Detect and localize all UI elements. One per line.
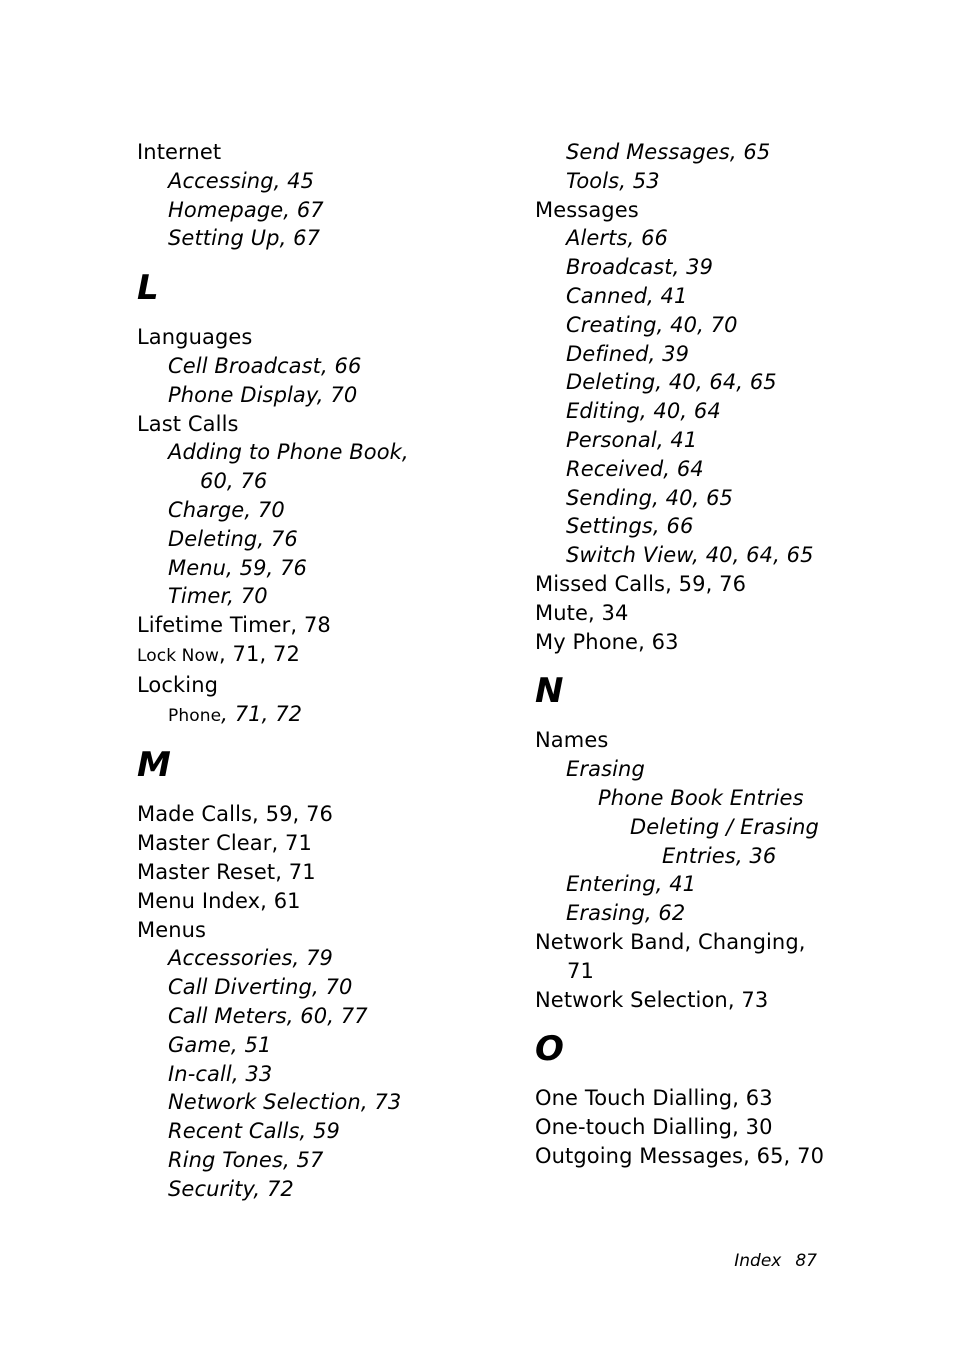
index-entry: Menu Index, 61 [137, 888, 301, 913]
index-subentry: Recent Calls, 59 [168, 1119, 341, 1144]
index-column-left [137, 138, 517, 1204]
index-subentry: Switch View, 40, 64, 65 [566, 543, 814, 568]
index-entry: One Touch Dialling, 63 [535, 1086, 773, 1111]
index-subentry: Menu, 59, 76 [168, 555, 308, 580]
index-entry: Network Band, Changing, [535, 929, 806, 954]
index-subentry: Settings, 66 [566, 514, 694, 539]
index-entry: Languages [137, 325, 253, 350]
index-entry-pages: , 71, 72 [219, 641, 300, 666]
index-entry: One-touch Dialling, 30 [535, 1115, 773, 1140]
index-subentry: Entering, 41 [566, 872, 697, 897]
index-subentry: In-call, 33 [168, 1061, 273, 1086]
index-entry: Last Calls [137, 411, 239, 436]
index-subentry: Homepage, 67 [168, 197, 324, 222]
index-subentry: Cell Broadcast, 66 [168, 353, 362, 378]
index-subentry: Phone Display, 70 [168, 382, 358, 407]
index-subentry: Erasing, 62 [566, 901, 686, 926]
index-entry: Missed Calls, 59, 76 [535, 571, 747, 596]
index-subentry: Entries, 36 [662, 843, 777, 868]
index-subentry: Erasing [566, 757, 645, 782]
index-entry: Names [535, 728, 609, 753]
index-subentry: Game, 51 [168, 1032, 272, 1057]
index-subentry: Deleting, 76 [168, 526, 298, 551]
index-subentry: Creating, 40, 70 [566, 312, 738, 337]
index-subentry: Received, 64 [566, 456, 704, 481]
footer-label: Index [734, 1251, 782, 1271]
index-entry: Made Calls, 59, 76 [137, 802, 333, 827]
index-subentry: Send Messages, 65 [566, 140, 771, 164]
index-entry-term-small: Lock Now [137, 645, 219, 666]
index-section-letter: N [535, 671, 564, 712]
index-entry: Mute, 34 [535, 600, 629, 625]
index-subentry: Deleting, 40, 64, 65 [566, 370, 777, 395]
index-section-letter: O [535, 1029, 564, 1070]
index-entry-term-small: Phone [168, 705, 222, 726]
index-subentry: Charge, 70 [168, 497, 285, 522]
index-subentry: Broadcast, 39 [566, 255, 714, 280]
index-subentry: Security, 72 [168, 1176, 294, 1201]
index-subentry: Personal, 41 [566, 427, 698, 452]
index-entry: Lifetime Timer, 78 [137, 613, 331, 638]
index-subentry: Phone Book Entries [598, 785, 804, 810]
index-subentry: Timer, 70 [168, 584, 268, 609]
index-subentry: Network Selection, 73 [168, 1090, 402, 1115]
index-entry: Locking [137, 672, 219, 697]
index-subentry: Call Meters, 60, 77 [168, 1003, 368, 1028]
index-entry-pages: , 71, 72 [221, 701, 303, 726]
page-number: 87 [795, 1251, 817, 1271]
index-subentry: Ring Tones, 57 [168, 1147, 324, 1172]
index-entry: My Phone, 63 [535, 629, 679, 654]
index-entry: Menus [137, 917, 207, 942]
index-subentry: Accessories, 79 [168, 946, 334, 971]
index-subentry [137, 700, 517, 731]
index-subentry: Deleting / Erasing [630, 814, 819, 839]
index-subentry: Editing, 40, 64 [566, 399, 721, 424]
index-subentry: Canned, 41 [566, 283, 688, 308]
index-subentry: Sending, 40, 65 [566, 485, 734, 510]
page-footer [734, 1251, 817, 1271]
index-entry: Outgoing Messages, 65, 70 [535, 1143, 825, 1168]
index-column-right [535, 138, 875, 1171]
index-subentry: Setting Up, 67 [168, 226, 321, 251]
index-entry: Network Selection, 73 [535, 987, 769, 1012]
index-subentry: Call Diverting, 70 [168, 975, 353, 1000]
index-subentry: Alerts, 66 [566, 226, 669, 251]
index-subentry: Tools, 53 [566, 168, 660, 193]
index-subentry: Accessing, 45 [168, 168, 315, 193]
index-subentry: 71 [567, 958, 594, 983]
index-entry: Messages [535, 197, 639, 222]
index-entry: Internet [137, 140, 222, 164]
index-subentry: Adding to Phone Book, [168, 440, 409, 465]
index-entry [137, 640, 517, 671]
index-subentry: Defined, 39 [566, 341, 690, 366]
index-section-letter: L [137, 268, 159, 309]
index-entry: Master Clear, 71 [137, 831, 312, 856]
index-entry: Master Reset, 71 [137, 859, 316, 884]
index-section-letter: M [137, 745, 171, 786]
index-subentry: 60, 76 [200, 469, 268, 494]
